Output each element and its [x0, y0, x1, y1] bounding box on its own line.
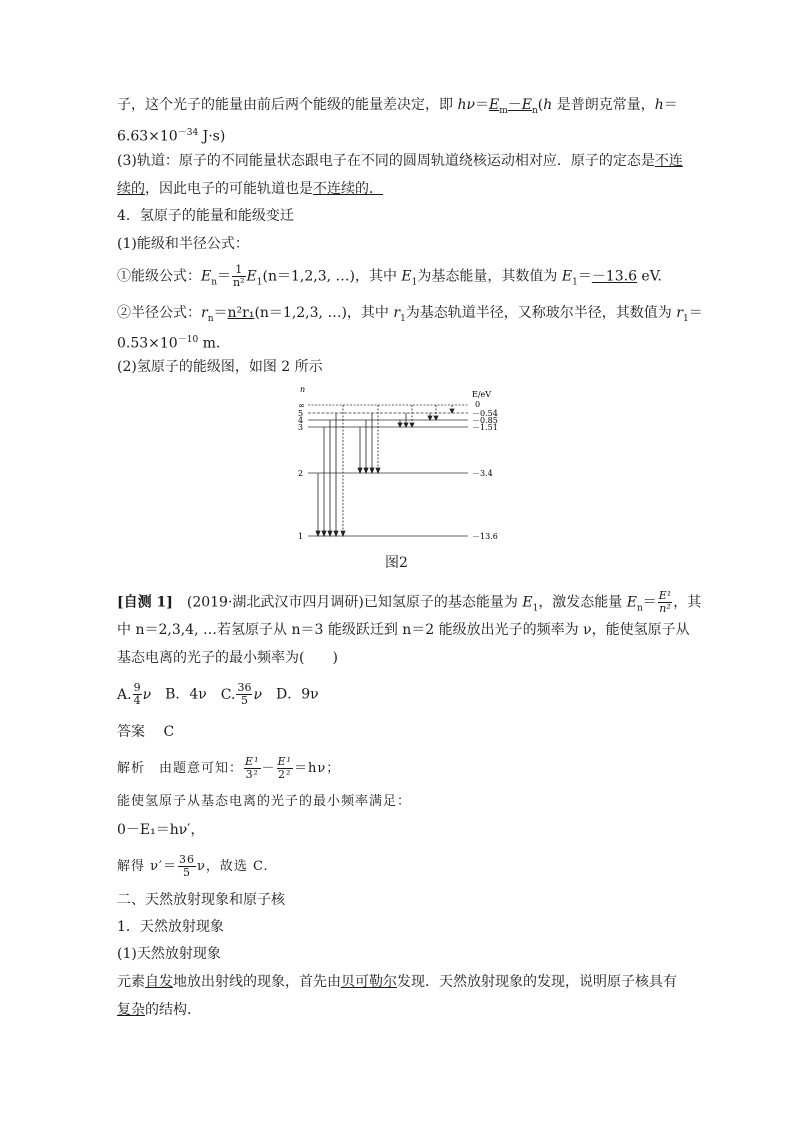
- level-n-inf: ∞: [298, 401, 305, 410]
- subheading-formulas: (1)能级和半径公式：: [117, 236, 249, 252]
- section-4-heading: 4．氢原子的能量和能级变迁: [117, 208, 294, 224]
- transitions-to-1: [316, 405, 345, 536]
- selftest-fraction: $\frac{\text{E¹}}{\text{n²}}$: [658, 589, 672, 615]
- final-line1: 元素自发地放出射线的现象，首先由贝可勒尔发现．天然放射现象的发现，说明原子核具有: [117, 974, 677, 990]
- e-axis-label: E/eV: [472, 390, 492, 399]
- level-e-5: －0.54: [472, 409, 498, 418]
- analysis-line2: 能使氢原子从基态电离的光子的最小频率满足：: [117, 794, 412, 809]
- option-a: A. $\frac{9}{4}$ ν: [117, 681, 152, 707]
- selftest-line1: [自测 1] (2019·湖北武汉市四月调研)已知氢原子的基态能量为 $E_1$，激发态能量 $E_n=$ $\frac{\text{E¹}}{\text{n²}}$ ，其: [117, 589, 702, 615]
- level-n-2: 2: [298, 469, 304, 478]
- level-n-1: 1: [298, 532, 304, 541]
- subheading-diagram: (2)氢原子的能级图，如图 2 所示: [117, 359, 323, 375]
- radius-value: $0.53\times 10^{-10}$ m.: [117, 335, 221, 352]
- level-n-4: 4: [298, 416, 304, 425]
- selftest-line3: 基态电离的光子的最小频率为( ): [117, 650, 338, 666]
- selftest-line2: 中 n＝2,3,4, …若氢原子从 n＝3 能级跃迁到 n＝2 能级放出光子的频率为 ν，能使氢原子从: [117, 622, 690, 638]
- para2-line1: (3)轨道：原子的不同能量状态跟电子在不同的圆周轨道绕核运动相对应．原子的定态是不连: [117, 153, 683, 169]
- analysis-line3: 0－E₁＝hν′，: [117, 822, 205, 838]
- item-1-heading: 1．天然放射现象: [117, 919, 224, 935]
- para1-line2: $6.63\times 10^{-34}$ J·s): [117, 128, 226, 145]
- analysis-line1: 解析 由题意可知： $\frac{\text{E¹}}{\text{3²}}$ － $\frac{\text{E¹}}{\text{2²}}$ ＝hν；: [117, 755, 341, 781]
- level-e-3: －1.51: [472, 423, 498, 432]
- answer-line: 答案 C: [117, 724, 175, 740]
- options-line: [117, 682, 319, 707]
- level-n-5: 5: [298, 409, 304, 418]
- item-1-subheading: (1)天然放射现象: [117, 946, 221, 962]
- para2-line2: 续的，因此电子的可能轨道也是不连续的．: [117, 181, 383, 197]
- analysis-line4: 解得 ν′＝ $\frac{36}{5}$ ν，故选 C.: [117, 853, 269, 879]
- transitions-to-2: [358, 405, 380, 473]
- level-e-2: －3.4: [472, 469, 493, 478]
- radius-formula: ②半径公式：$r_n=n^2r_1(n=1,2,3$, …)，其中 $r_1$为基态轨道半径，又称玻尔半径，其数值为 $r_1=$: [117, 305, 703, 324]
- option-c: C. $\frac{36}{5}$ ν: [220, 681, 262, 707]
- figure-caption: 图2: [385, 555, 408, 571]
- final-line2: 复杂的结构．: [117, 1002, 201, 1018]
- n-axis-label: n: [300, 385, 306, 394]
- transitions-to-4: [428, 405, 438, 420]
- level-e-4: －0.85: [472, 416, 498, 425]
- transitions-to-3: [398, 405, 414, 427]
- para1-line1: 子，这个光子的能量由前后两个能级的能量差决定，即 $h\nu=E_m-E_n(h$ 是普朗克常量，h＝: [117, 97, 678, 116]
- section-2-heading: 二、天然放射现象和原子核: [117, 892, 285, 908]
- level-e-1: －13.6: [472, 532, 498, 541]
- option-b: B．4ν: [165, 686, 207, 703]
- level-e-inf: 0: [475, 400, 481, 409]
- energy-formula: ①能级公式：$E_n=$ $\frac{1}{\text{n²}}$ $E_1(n=1,2,3$, …)，其中 $E_1$为基态能量，其数值为 $E_1=-13.6$ eV.: [117, 263, 662, 289]
- energy-fraction: $\frac{1}{\text{n²}}$: [233, 263, 245, 289]
- transitions-to-5: [450, 405, 454, 413]
- energy-level-diagram: [280, 380, 520, 550]
- option-d: D．9ν: [275, 686, 319, 703]
- level-n-3: 3: [298, 423, 304, 432]
